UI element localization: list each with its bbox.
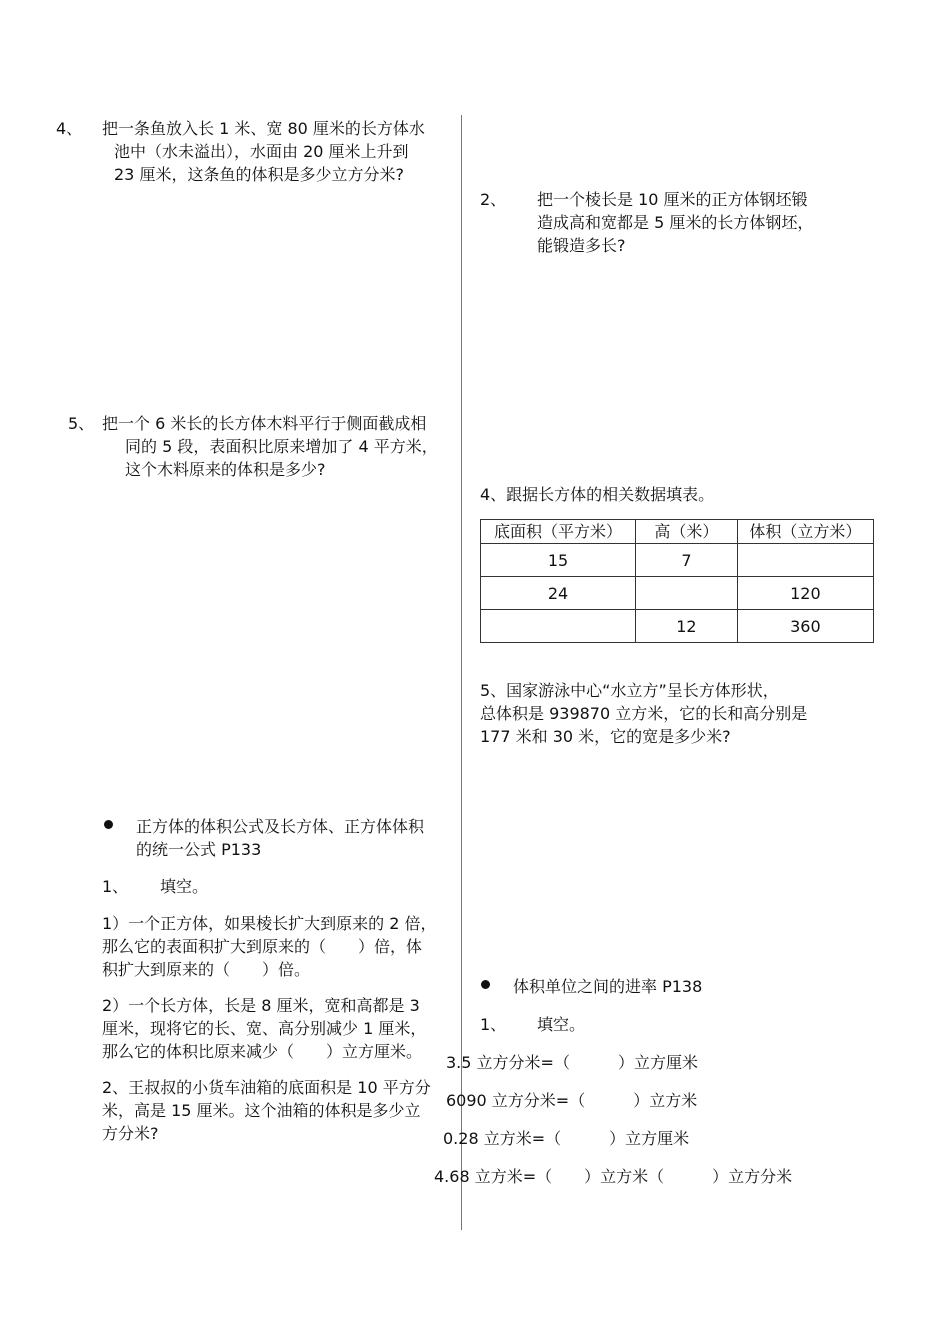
conversion-item: 4.68 立方米=（ ）立方米（ ）立方分米 [434, 1167, 793, 1186]
text-line: 2、王叔叔的小货车油箱的底面积是 10 平方分 [102, 1078, 431, 1097]
text-line: 正方体的体积公式及长方体、正方体体积 [136, 817, 425, 836]
text-line: 那么它的体积比原来减少（ ）立方厘米。 [102, 1042, 423, 1061]
table-header: 高（米） [636, 520, 738, 544]
table-cell [636, 577, 738, 610]
text-line: 厘米，现将它的长、宽、高分别减少 1 厘米， [102, 1019, 427, 1038]
question-number: 5、 [68, 414, 95, 433]
text-line: 1）一个正方体，如果棱长扩大到原来的 2 倍， [102, 914, 437, 933]
right-question-5 [480, 679, 807, 748]
question-text [102, 117, 425, 186]
text-line: 把一个棱长是 10 厘米的正方体钢坯锻 [537, 190, 808, 209]
table-header-row [481, 520, 874, 544]
text-line: 这个木料原来的体积是多少? [125, 460, 326, 479]
table-cell [481, 610, 636, 643]
table-cell: 12 [636, 610, 738, 643]
fill-label: 填空。 [537, 1015, 586, 1034]
question-text [102, 412, 438, 481]
table-row [481, 610, 874, 643]
question-number: 2、 [480, 190, 507, 209]
right-question-4-title: 4、跟据长方体的相关数据填表。 [480, 485, 715, 504]
conversion-item: 6090 立方分米=（ ）立方米 [446, 1091, 698, 1110]
text-line: 方分米? [102, 1124, 159, 1143]
left-question-2 [102, 1076, 431, 1145]
fill-item-1 [102, 912, 437, 981]
conversion-item: 0.28 立方米=（ ）立方厘米 [443, 1129, 690, 1148]
text-line: 池中（水未溢出），水面由 20 厘米上升到 [114, 142, 409, 161]
text-line: 2）一个长方体，长是 8 厘米，宽和高都是 3 [102, 996, 420, 1015]
text-line: 能锻造多长? [537, 236, 626, 255]
question-number: 4、 [56, 119, 83, 138]
table-header: 体积（立方米） [737, 520, 873, 544]
table-cell: 7 [636, 544, 738, 577]
fill-item-2 [102, 994, 426, 1063]
question-number: 1、 [480, 1015, 507, 1034]
fill-label: 填空。 [160, 877, 209, 896]
text-line: 米，高是 15 厘米。这个油箱的体积是多少立 [102, 1101, 421, 1120]
table-cell: 360 [737, 610, 873, 643]
text-line: 的统一公式 P133 [136, 840, 262, 859]
text-line: 把一个 6 米长的长方体木料平行于侧面截成相 [102, 414, 427, 433]
text-line: 把一条鱼放入长 1 米、宽 80 厘米的长方体水 [102, 119, 425, 138]
table-row [481, 577, 874, 610]
text-line: 积扩大到原来的（ ）倍。 [102, 960, 311, 979]
question-text [537, 188, 813, 257]
bullet-icon [104, 820, 113, 829]
table-cell [737, 544, 873, 577]
table-cell: 24 [481, 577, 636, 610]
bullet-icon [481, 980, 490, 989]
question-number: 1、 [102, 877, 129, 896]
table-header: 底面积（平方米） [481, 520, 636, 544]
table-cell: 120 [737, 577, 873, 610]
text-line: 23 厘米，这条鱼的体积是多少立方分米? [114, 165, 404, 184]
section-title: 体积单位之间的进率 P138 [513, 977, 703, 996]
table-row [481, 544, 874, 577]
section-title [136, 815, 424, 861]
volume-data-table [480, 519, 874, 643]
text-line: 造成高和宽都是 5 厘米的长方体钢坯， [537, 213, 814, 232]
text-line: 177 米和 30 米，它的宽是多少米? [480, 727, 731, 746]
conversion-item: 3.5 立方分米=（ ）立方厘米 [446, 1053, 698, 1072]
text-line: 那么它的表面积扩大到原来的（ ）倍，体 [102, 937, 423, 956]
text-line: 总体积是 939870 立方米，它的长和高分别是 [480, 704, 808, 723]
table-cell: 15 [481, 544, 636, 577]
text-line: 5、国家游泳中心“水立方”呈长方体形状， [480, 681, 779, 700]
text-line: 同的 5 段，表面积比原来增加了 4 平方米， [125, 437, 438, 456]
